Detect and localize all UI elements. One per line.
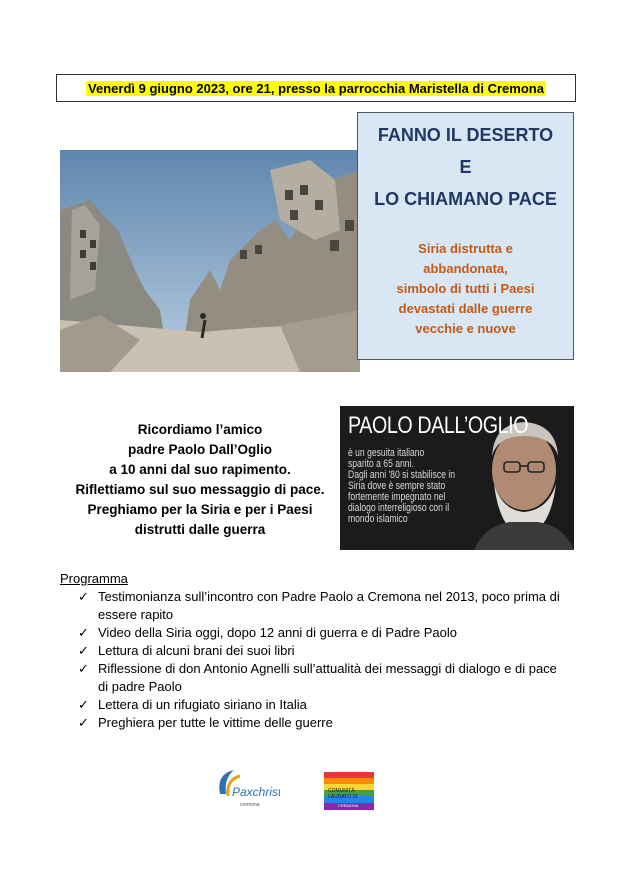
checkmark-icon: ✓ xyxy=(78,697,89,712)
svg-text:Paxchristi: Paxchristi xyxy=(232,785,280,799)
program-heading: Programma xyxy=(60,571,128,586)
program-item-text: Testimonianza sull’incontro con Padre Paolo a Cremona nel 2013, poco prima di essere rapito xyxy=(98,589,560,622)
portrait-desc-line-6: dialogo interreligioso con il xyxy=(348,502,450,514)
subtitle-line-4: devastati dalle guerre xyxy=(398,301,533,316)
title-line-3: LO CHIAMANO PACE xyxy=(374,189,557,209)
portrait-desc-line-1: è un gesuita italiano xyxy=(348,447,425,459)
portrait-desc-line-7: mondo islamico xyxy=(348,513,408,525)
remember-line-2: padre Paolo Dall’Oglio xyxy=(127,442,273,457)
portrait-desc-line-4: Siria dove è sempre stato xyxy=(348,480,446,492)
remember-line-1: Ricordiamo l’amico xyxy=(137,422,263,437)
checkmark-icon: ✓ xyxy=(78,715,89,730)
portrait-desc-line-2: sparito a 65 anni. xyxy=(348,458,414,470)
program-item xyxy=(60,588,568,624)
portrait-description xyxy=(348,448,455,525)
subtitle-line-1: Siria distrutta e xyxy=(418,241,513,256)
event-banner xyxy=(56,74,576,102)
program-item xyxy=(60,624,568,642)
program-section xyxy=(60,570,568,732)
checkmark-icon: ✓ xyxy=(78,589,89,604)
subtitle-line-2: abbandonata, xyxy=(423,261,508,276)
svg-text:COMUNITÀ: COMUNITÀ xyxy=(328,788,355,794)
checkmark-icon: ✓ xyxy=(78,661,89,676)
program-item xyxy=(60,714,568,732)
paolo-dalloglio-portrait xyxy=(340,406,574,550)
destroyed-city-photo xyxy=(60,150,360,372)
subtitle-line-5: vecchie e nuove xyxy=(415,321,516,336)
svg-text:cremona: cremona xyxy=(240,802,260,808)
checkmark-icon: ✓ xyxy=(78,625,89,640)
svg-text:LAUDATO SI': LAUDATO SI' xyxy=(328,794,359,800)
checkmark-icon: ✓ xyxy=(78,643,89,658)
remember-line-6: distrutti dalle guerra xyxy=(134,522,266,537)
remember-line-4: Riflettiamo sul suo messaggio di pace. xyxy=(75,482,325,497)
program-item-text: Riflessione di don Antonio Agnelli sull’attualità dei messaggi di dialogo e di pace di padre Paolo xyxy=(98,661,557,694)
program-item xyxy=(60,660,568,696)
program-item-text: Lettera di un rifugiato siriano in Italia xyxy=(98,697,307,712)
portrait-name: PAOLO DALL’OGLIO xyxy=(348,412,529,439)
program-item-text: Preghiera per tutte le vittime delle guerre xyxy=(98,715,333,730)
title-line-2: E xyxy=(459,157,472,177)
program-item-text: Video della Siria oggi, dopo 12 anni di guerra e di Padre Paolo xyxy=(98,625,457,640)
remember-line-5: Preghiamo per la Siria e per i Paesi xyxy=(87,502,313,517)
title-line-1: FANNO IL DESERTO xyxy=(377,125,554,145)
program-item-text: Lettura di alcuni brani dei suoi libri xyxy=(98,643,295,658)
portrait-desc-line-3: Dagli anni '80 si stabilisce in xyxy=(348,469,456,481)
portrait-desc-line-5: fortemente impegnato nel xyxy=(348,491,446,503)
subtitle-line-3: simbolo di tutti i Paesi xyxy=(396,281,535,296)
remember-text xyxy=(60,420,340,540)
event-date-location: Venerdì 9 giugno 2023, ore 21, presso la parrocchia Maristella di Cremona xyxy=(88,80,544,96)
laudato-si-logo xyxy=(324,772,374,810)
pax-christi-logo xyxy=(214,766,280,810)
program-item xyxy=(60,642,568,660)
program-list xyxy=(60,588,568,732)
svg-text:CREMONA: CREMONA xyxy=(338,803,359,808)
title-box xyxy=(357,112,574,360)
subtitle xyxy=(358,239,573,339)
remember-line-3: a 10 anni dal suo rapimento. xyxy=(109,462,291,477)
program-item xyxy=(60,696,568,714)
